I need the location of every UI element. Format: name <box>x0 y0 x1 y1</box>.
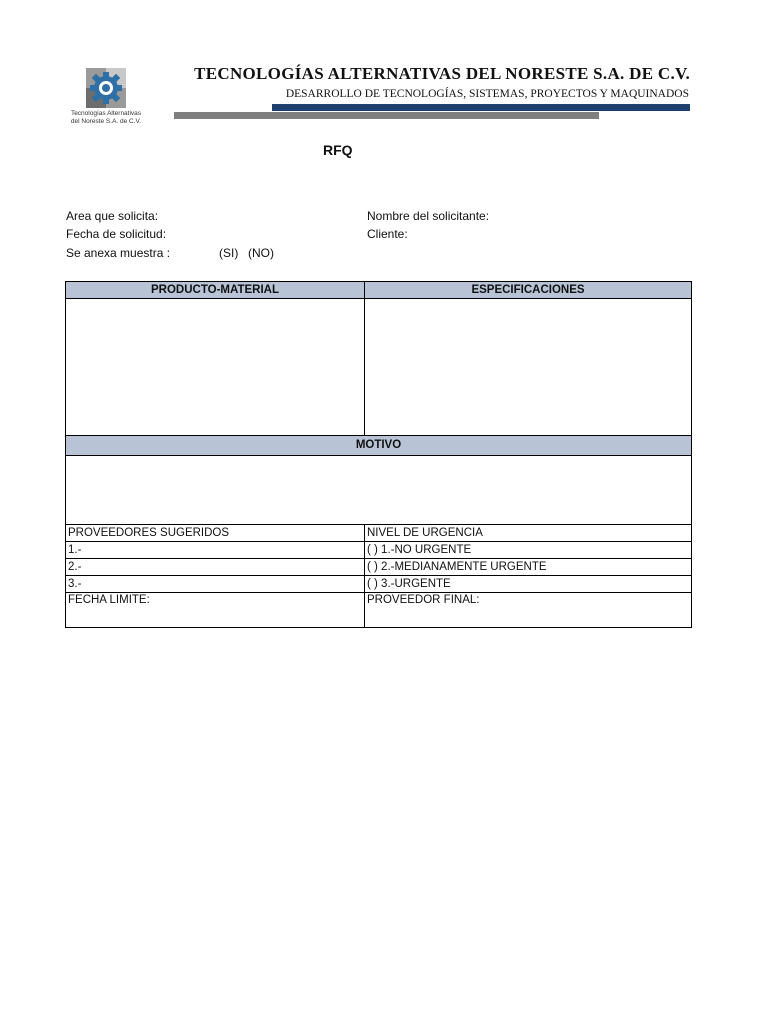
area-label: Area que solicita: <box>66 209 159 223</box>
cliente-label: Cliente: <box>367 227 408 241</box>
proveedores-sugeridos-header: PROVEEDORES SUGERIDOS <box>66 525 365 542</box>
header-divider-blue <box>272 104 690 111</box>
urgencia-option[interactable]: ( ) 2.-MEDIANAMENTE URGENTE <box>365 559 692 576</box>
urgencia-option[interactable]: ( ) 3.-URGENTE <box>365 576 692 593</box>
producto-material-header: PRODUCTO-MATERIAL <box>66 282 365 299</box>
header-divider-gray <box>174 112 599 119</box>
especificaciones-cell[interactable] <box>365 299 692 436</box>
motivo-header: MOTIVO <box>66 436 692 456</box>
fecha-label: Fecha de solicitud: <box>66 227 167 241</box>
document-title: RFQ <box>323 142 353 158</box>
producto-material-cell[interactable] <box>66 299 365 436</box>
company-logo <box>84 66 128 110</box>
logo-caption: Tecnologías Alternativas del Noreste S.A. de C.V. <box>70 110 142 125</box>
rfq-table <box>65 281 692 628</box>
nivel-urgencia-header: NIVEL DE URGENCIA <box>365 525 692 542</box>
company-tagline: DESARROLLO DE TECNOLOGÍAS, SISTEMAS, PROYECTOS Y MAQUINADOS <box>285 88 689 100</box>
proveedor-row[interactable]: 1.- <box>66 542 365 559</box>
muestra-label: Se anexa muestra : <box>66 246 171 260</box>
proveedor-final-cell[interactable]: PROVEEDOR FINAL: <box>365 593 692 628</box>
company-name: TECNOLOGÍAS ALTERNATIVAS DEL NORESTE S.A. DE C.V. <box>194 64 690 83</box>
especificaciones-header: ESPECIFICACIONES <box>365 282 692 299</box>
solicitante-label: Nombre del solicitante: <box>367 209 490 223</box>
fecha-limite-cell[interactable]: FECHA LIMITE: <box>66 593 365 628</box>
proveedor-row[interactable]: 3.- <box>66 576 365 593</box>
proveedor-row[interactable]: 2.- <box>66 559 365 576</box>
urgencia-option[interactable]: ( ) 1.-NO URGENTE <box>365 542 692 559</box>
gear-icon <box>84 66 128 110</box>
muestra-si-option[interactable]: (SI) <box>219 246 239 260</box>
muestra-no-option[interactable]: (NO) <box>248 246 274 260</box>
motivo-cell[interactable] <box>66 456 692 525</box>
